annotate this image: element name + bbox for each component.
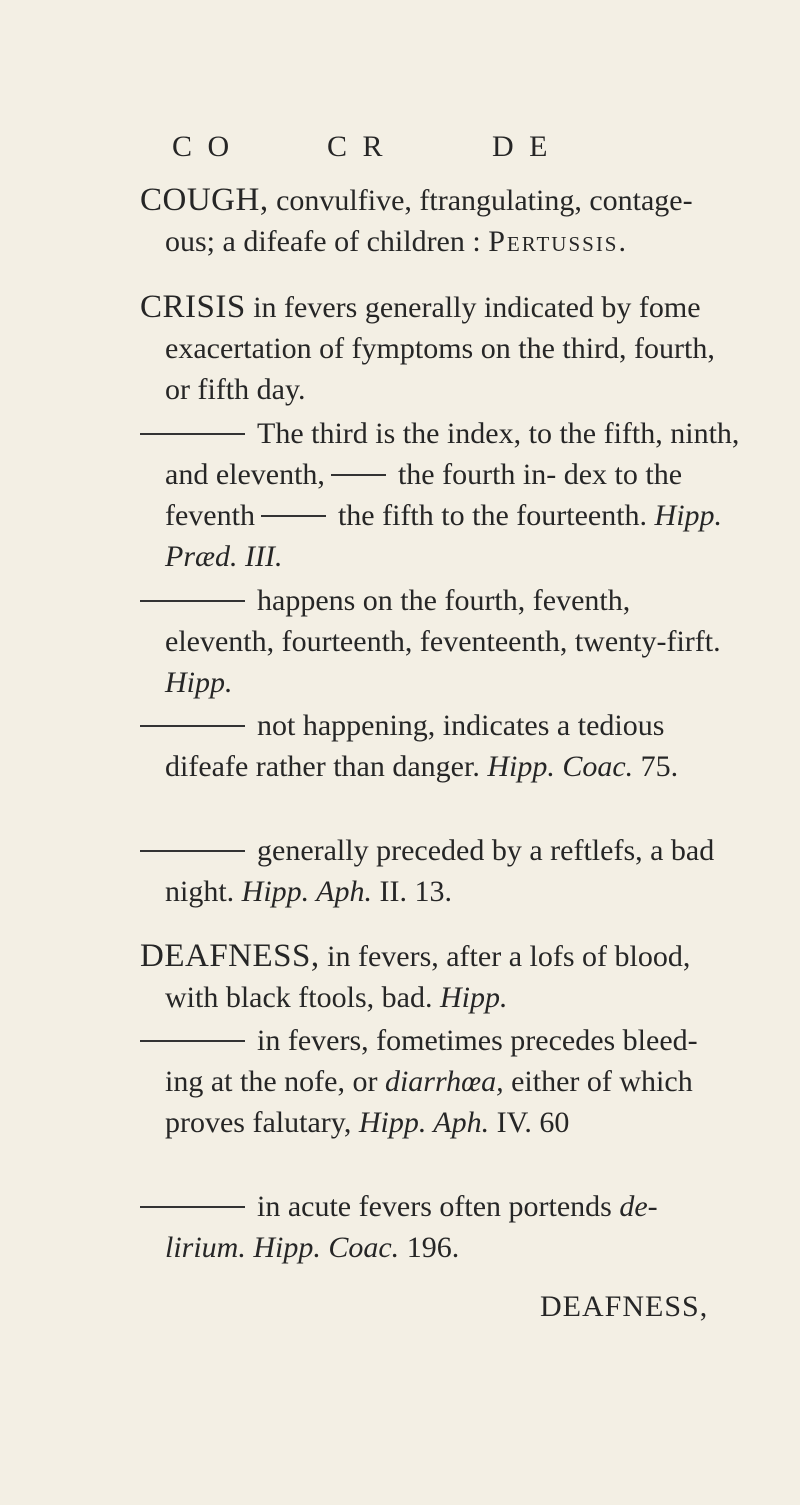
entry-cough-text: convulfive, ftrangulating, contage- ous; a difeafe of children : bbox=[165, 184, 693, 258]
ditto-dash bbox=[331, 474, 386, 476]
ditto-dash bbox=[140, 1040, 245, 1042]
entry-deafness-text: in fevers, after a lofs of blood, with black ftools, bad. bbox=[165, 940, 691, 1014]
sub-text: generally preceded by a reftlefs, a bad night. bbox=[165, 834, 715, 908]
deafness-sub-1 bbox=[140, 1020, 740, 1143]
sub-text: The third is the index, to the fifth, ninth, and eleventh, bbox=[165, 417, 740, 491]
sub-text: the fifth to the fourteenth. bbox=[337, 499, 648, 532]
citation-number: II. 13. bbox=[379, 875, 452, 908]
citation: Hipp. Aph. bbox=[358, 1106, 490, 1139]
running-head-right: D E bbox=[492, 130, 552, 163]
entry-crisis-text: in fevers generally indicated by fome exacertation of fymptoms on the third, fourth, or fifth day. bbox=[165, 291, 715, 406]
citation: Hipp. Præd. III. bbox=[165, 499, 723, 573]
italic-term: diarrhœa, bbox=[384, 1065, 504, 1098]
deafness-sub-2 bbox=[140, 1186, 740, 1268]
sub-text: in acute fevers often portends bbox=[257, 1190, 612, 1223]
sub-text: either of which proves falutary, bbox=[165, 1065, 693, 1139]
ditto-dash bbox=[140, 433, 245, 435]
citation: Hipp. Coac. bbox=[487, 750, 634, 783]
entry-cough bbox=[140, 180, 740, 262]
citation: Hipp. Coac. bbox=[253, 1231, 400, 1264]
crisis-sub-2 bbox=[140, 580, 740, 703]
citation: Hipp. Aph. bbox=[241, 875, 372, 908]
sub-text: in fevers, fometimes precedes bleed- ing at the nofe, or bbox=[165, 1024, 698, 1098]
crisis-sub-1 bbox=[140, 413, 740, 577]
headword-deafness: DEAFNESS, bbox=[140, 938, 320, 974]
sub-text: happens on the fourth, feventh, eleventh, fourteenth, feventeenth, twenty-firft. bbox=[165, 584, 721, 658]
entry-deafness bbox=[140, 936, 740, 1018]
ditto-dash bbox=[140, 850, 245, 852]
running-head-middle: C R bbox=[327, 130, 387, 163]
ditto-dash bbox=[261, 515, 326, 517]
catchword: DEAFNESS, bbox=[540, 1290, 709, 1323]
cross-reference: Pertussis. bbox=[488, 225, 628, 258]
crisis-sub-3 bbox=[140, 705, 740, 787]
entry-crisis bbox=[140, 287, 740, 410]
citation: Hipp. bbox=[165, 666, 233, 699]
citation-number: 75. bbox=[640, 750, 679, 783]
crisis-sub-4 bbox=[140, 830, 740, 912]
headword-crisis: CRISIS bbox=[140, 289, 246, 325]
citation-number: IV. 60 bbox=[496, 1106, 570, 1139]
running-head-left: C O bbox=[172, 130, 234, 163]
italic-term: de- lirium. bbox=[165, 1190, 658, 1264]
sub-text: the fourth in- dex to the feventh bbox=[165, 458, 683, 532]
ditto-dash bbox=[140, 725, 245, 727]
running-head bbox=[0, 130, 800, 170]
ditto-dash bbox=[140, 1206, 245, 1208]
sub-text: not happening, indicates a tedious difeafe rather than danger. bbox=[165, 709, 665, 783]
ditto-dash bbox=[140, 600, 245, 602]
citation: Hipp. bbox=[439, 981, 508, 1014]
citation-number: 196. bbox=[406, 1231, 460, 1264]
headword-cough: COUGH, bbox=[140, 182, 269, 218]
